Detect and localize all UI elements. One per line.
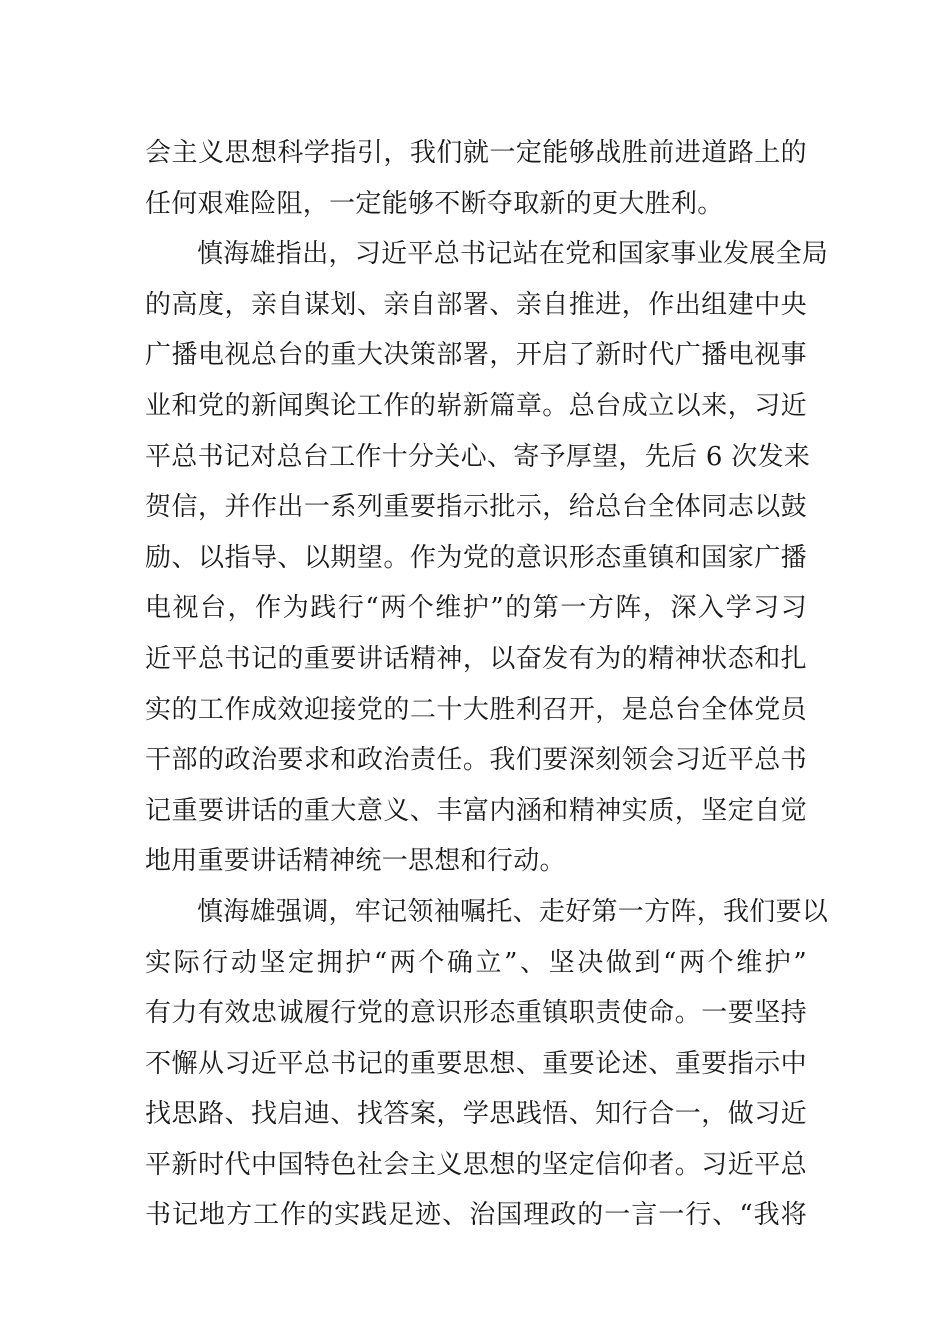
text-line: 近平总书记的重要讲话精神，以奋发有为的精神状态和扎: [145, 643, 807, 674]
text-line: 广播电视总台的重大决策部署，开启了新时代广播电视事: [145, 340, 807, 371]
text-line: 平总书记对总台工作十分关心、寄予厚望，先后 6 次发来: [145, 441, 811, 472]
text-line: 会主义思想科学指引，我们就一定能够战胜前进道路上的: [145, 138, 807, 168]
text-line: 地用重要讲话精神统一思想和行动。: [145, 846, 566, 877]
text-line: 贺信，并作出一系列重要指示批示，给总台全体同志以鼓: [145, 492, 807, 523]
text-line: 平新时代中国特色社会主义思想的坚定信仰者。习近平总: [145, 1149, 807, 1180]
text-line: 实际行动坚定拥护“两个确立”、坚决做到“两个维护”: [145, 947, 807, 978]
text-line: 实的工作成效迎接党的二十大胜利召开，是总台全体党员: [145, 694, 807, 725]
paragraph-start-line: 慎海雄强调，牢记领袖嘱托、走好第一方阵，我们要以: [197, 896, 829, 927]
text-line: 任何艰难险阻，一定能够不断夺取新的更大胜利。: [145, 188, 724, 219]
text-line: 励、以指导、以期望。作为党的意识形态重镇和国家广播: [145, 542, 807, 573]
text-line: 有力有效忠诚履行党的意识形态重镇职责使命。一要坚持: [145, 998, 807, 1029]
text-line: 书记地方工作的实践足迹、治国理政的一言一行、“我将: [145, 1200, 807, 1231]
paragraph-start-line: 慎海雄指出，习近平总书记站在党和国家事业发展全局: [197, 239, 829, 270]
text-line: 电视台，作为践行“两个维护”的第一方阵，深入学习习: [145, 593, 807, 624]
text-line: 记重要讲话的重大意义、丰富内涵和精神实质，坚定自觉: [145, 795, 807, 826]
text-line: 找思路、找启迪、找答案，学思践悟、知行合一，做习近: [145, 1099, 807, 1130]
text-line: 干部的政治要求和政治责任。我们要深刻领会习近平总书: [145, 745, 807, 776]
text-line: 的高度，亲自谋划、亲自部署、亲自推进，作出组建中央: [145, 289, 807, 320]
text-line: 不懈从习近平总书记的重要思想、重要论述、重要指示中: [145, 1048, 807, 1079]
text-line: 业和党的新闻舆论工作的崭新篇章。总台成立以来，习近: [145, 390, 807, 421]
body-text: [145, 128, 829, 1241]
